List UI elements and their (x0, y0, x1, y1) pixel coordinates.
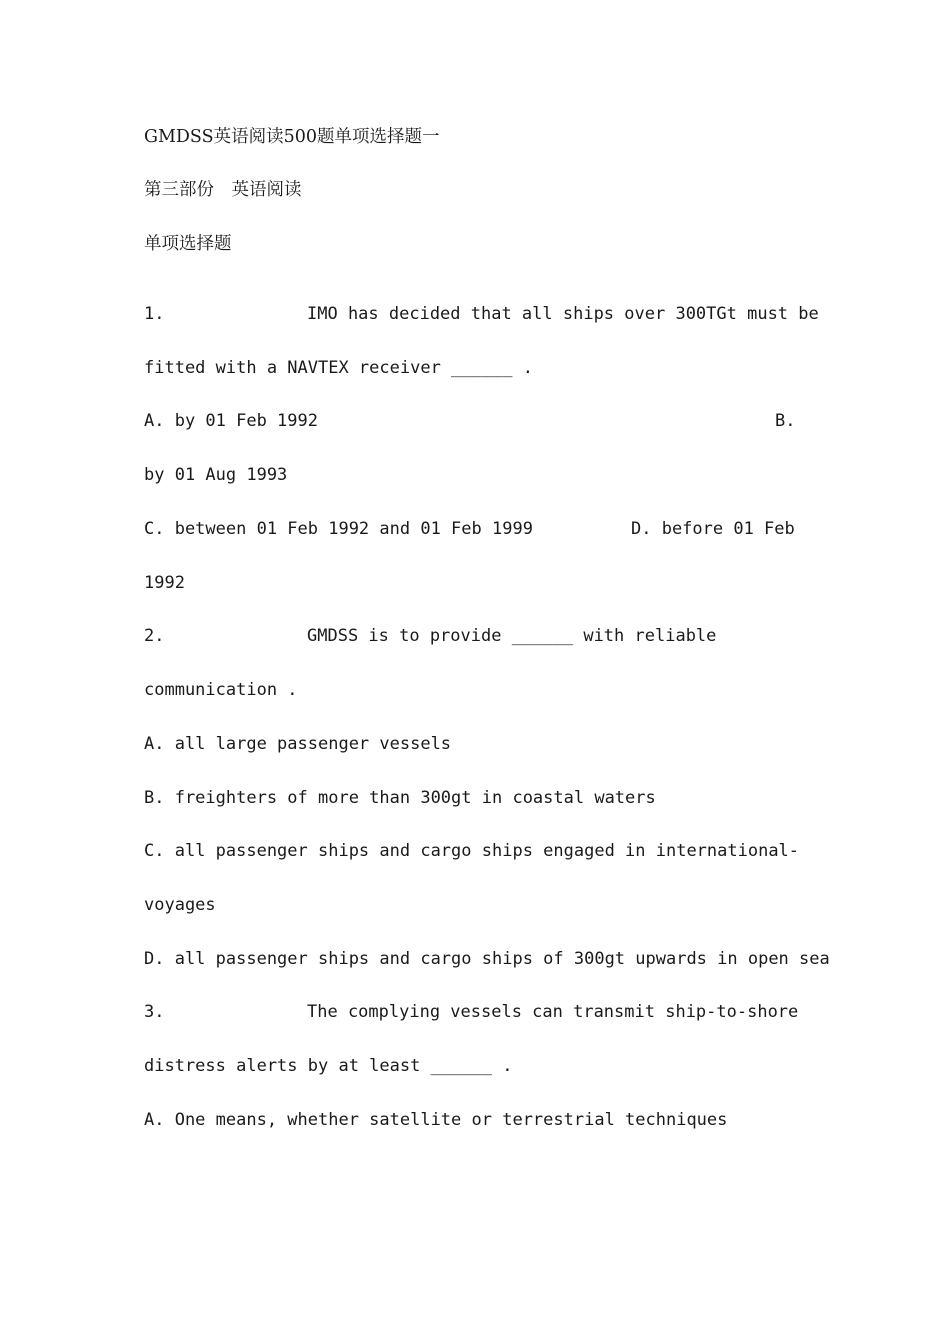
question-1-option-b-letter: B. (775, 411, 796, 431)
question-1-stem-text: IMO has decided that all ships over 300TGt must be (307, 304, 819, 324)
question-2-option-b: B. freighters of more than 300gt in coastal waters (144, 788, 656, 808)
question-2-number: 2. (144, 626, 165, 646)
question-3-stem-line1 (144, 1001, 798, 1023)
question-2-option-a: A. all large passenger vessels (144, 734, 452, 754)
question-1-stem-line1 (144, 303, 819, 325)
question-2-stem-text: GMDSS is to provide ______ with reliable (307, 626, 717, 646)
question-2-stem-line2: communication . (144, 680, 298, 700)
part-heading: 第三部份 英语阅读 (144, 180, 302, 200)
question-2-option-c-cont: voyages (144, 895, 216, 915)
question-1-option-a: A. by 01 Feb 1992 (144, 411, 318, 431)
question-2-option-c: C. all passenger ships and cargo ships engaged in international- (144, 841, 800, 861)
question-2-option-d: D. all passenger ships and cargo ships of 300gt upwards in open sea (144, 949, 830, 969)
question-1-option-c: C. between 01 Feb 1992 and 01 Feb 1999 (144, 519, 533, 539)
question-2-stem-line1 (144, 625, 716, 647)
document-title: GMDSS英语阅读500题单项选择题一 (144, 127, 440, 147)
question-1-number: 1. (144, 304, 165, 324)
question-1-stem-line2: fitted with a NAVTEX receiver ______ . (144, 358, 533, 378)
question-1-option-d-cont: 1992 (144, 573, 185, 593)
question-3-stem-text: The complying vessels can transmit ship-to-shore (307, 1002, 799, 1022)
question-3-option-a: A. One means, whether satellite or terrestrial techniques (144, 1110, 728, 1130)
section-heading: 单项选择题 (144, 234, 232, 254)
question-3-number: 3. (144, 1002, 165, 1022)
question-3-stem-line2: distress alerts by at least ______ . (144, 1056, 513, 1076)
question-1-option-b-text: by 01 Aug 1993 (144, 465, 288, 485)
question-1-option-d: D. before 01 Feb (631, 519, 795, 539)
